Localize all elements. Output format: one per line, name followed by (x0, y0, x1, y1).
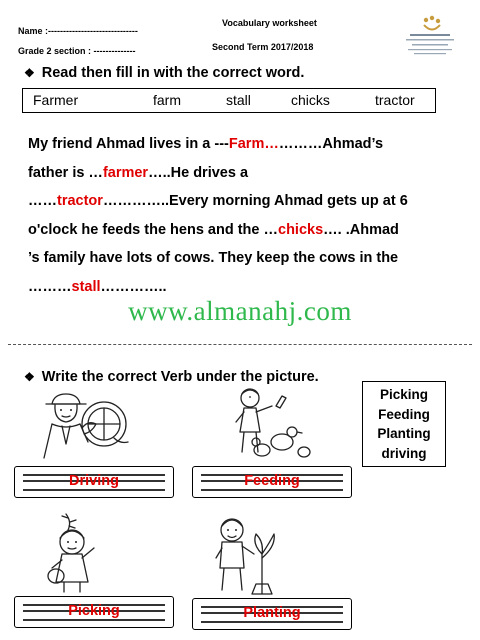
worksheet-title: Vocabulary worksheet (222, 18, 317, 28)
filled-answer[interactable]: Farm… (228, 136, 279, 152)
section-divider (8, 344, 472, 345)
answer-picking: Picking (68, 603, 120, 619)
story-text: …..He drives a (148, 164, 249, 181)
girl-picking-picture (42, 512, 112, 601)
filled-answer[interactable]: farmer (102, 164, 149, 181)
filled-answer[interactable]: tractor (57, 193, 103, 209)
word-bank-item: chicks (291, 92, 330, 108)
story-text: …… (28, 193, 57, 209)
answer-planting: Planting (243, 605, 301, 621)
story-line (28, 187, 468, 216)
answer-driving: Driving (69, 473, 119, 489)
diamond-bullet-icon: ❖ (24, 370, 35, 384)
story-text: ’s family have lots of cows. They keep the cows in the (28, 250, 399, 266)
term-label: Second Term 2017/2018 (212, 42, 314, 52)
verb-bank-item: Feeding (378, 406, 430, 422)
answer-box-feeding[interactable] (192, 466, 352, 498)
section2-instruction (24, 369, 319, 385)
story-paragraph (28, 130, 468, 301)
filled-answer[interactable]: chicks (278, 221, 324, 238)
word-bank-item: farm (153, 92, 181, 108)
word-bank-item: tractor (375, 92, 415, 108)
story-text: My friend Ahmad lives in a --- (28, 136, 229, 152)
story-text: ………Ahmad’s (278, 136, 384, 152)
answer-box-driving[interactable] (14, 466, 174, 498)
man-driving-picture (38, 390, 138, 465)
story-text: …. .Ahmad (323, 221, 399, 238)
watermark: www.almanahj.com (128, 296, 352, 326)
verb-bank (362, 381, 446, 467)
section2-instruction-text: Write the correct Verb under the picture. (41, 369, 319, 385)
story-text: …………..Every morning Ahmad gets up at 6 (102, 193, 408, 209)
word-bank (22, 88, 436, 113)
section1-instruction (24, 65, 304, 81)
grade-section-label: Grade 2 section : -------------- (18, 46, 136, 56)
answer-feeding: Feeding (244, 473, 300, 489)
diamond-bullet-icon: ❖ (24, 66, 35, 80)
story-line (28, 130, 468, 159)
section1-instruction-text: Read then fill in with the correct word. (41, 65, 305, 81)
story-text: father is … (28, 164, 103, 181)
story-line (28, 216, 468, 245)
filled-answer[interactable]: stall (71, 278, 101, 295)
name-field-label: Name :------------------------------ (18, 26, 138, 36)
answer-box-picking[interactable] (14, 596, 174, 628)
child-feeding-picture (226, 386, 316, 467)
story-line (28, 244, 468, 273)
boy-planting-picture (212, 514, 282, 605)
word-bank-item: Farmer (33, 92, 79, 108)
story-text: ……… (28, 278, 72, 295)
verb-bank-item: Planting (377, 426, 431, 441)
verb-bank-item: Picking (379, 387, 428, 402)
story-text: o'clock he feeds the hens and the … (28, 221, 279, 238)
answer-box-planting[interactable] (192, 598, 352, 630)
story-text: ………….. (100, 278, 167, 295)
verb-bank-item: driving (381, 445, 427, 461)
story-line (28, 159, 468, 188)
school-logo (402, 12, 458, 58)
word-bank-item: stall (226, 92, 251, 108)
